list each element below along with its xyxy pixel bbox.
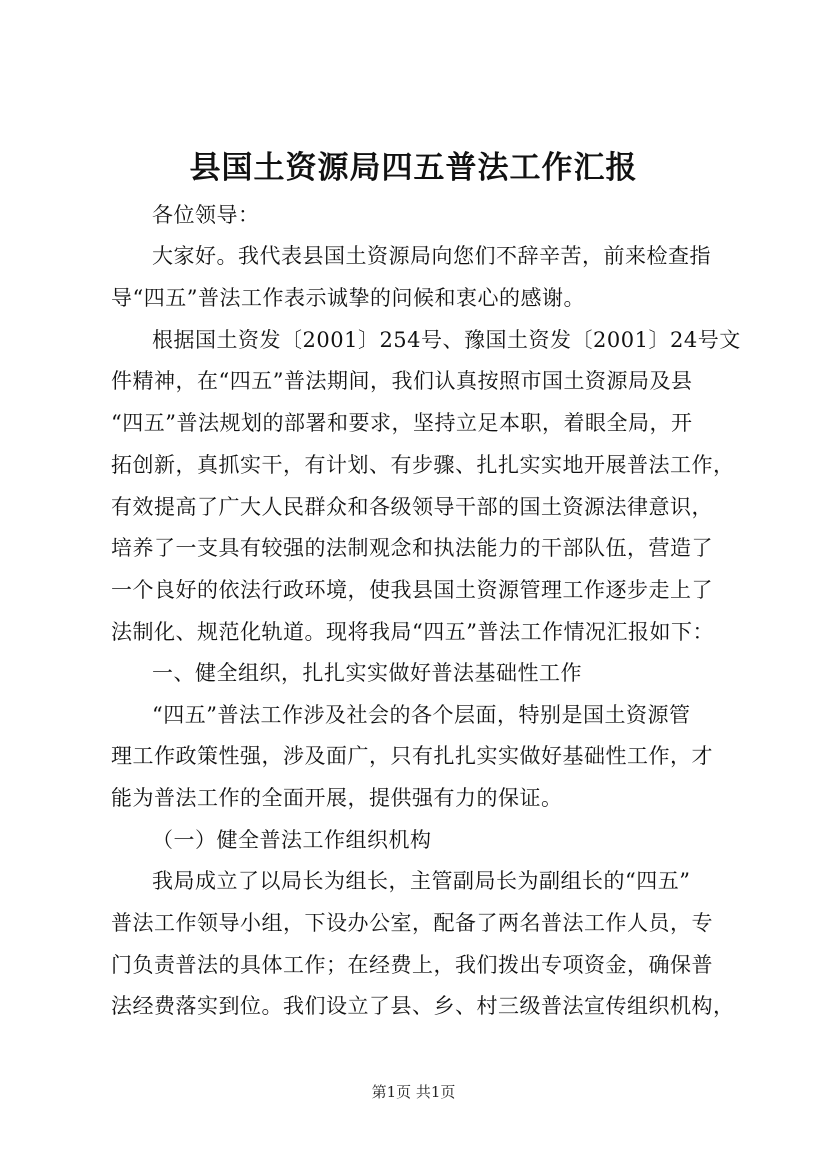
page-footer: 第1页 共1页 xyxy=(371,1083,456,1101)
paragraph-line: 能为普法工作的全面开展，提供强有力的保证。 xyxy=(111,786,563,810)
paragraph-line: 理工作政策性强，涉及面广，只有扎扎实实做好基础性工作，才 xyxy=(111,744,713,768)
paragraph-line: 我局成立了以局长为组长，主管副局长为副组长的“四五” xyxy=(152,869,691,893)
paragraph-line: 件精神，在“四五”普法期间，我们认真按照市国土资源局及县 xyxy=(111,369,693,393)
paragraph-line: 有效提高了广大人民群众和各级领导干部的国土资源法律意识， xyxy=(111,495,713,519)
section-heading: 一、健全组织，扎扎实实做好普法基础性工作 xyxy=(152,661,582,685)
paragraph-line: “四五”普法规划的部署和要求，坚持立足本职，着眼全局，开 xyxy=(111,411,693,435)
document-title: 县国土资源局四五普法工作汇报 xyxy=(189,150,638,186)
paragraph-line: 大家好。我代表县国土资源局向您们不辞辛苦，前来检查指 xyxy=(152,244,711,268)
paragraph-line: 门负责普法的具体工作；在经费上，我们拨出专项资金，确保普 xyxy=(111,953,713,977)
paragraph-line: 法制化、规范化轨道。现将我局“四五”普法工作情况汇报如下： xyxy=(111,620,714,644)
paragraph-line: 培养了一支具有较强的法制观念和执法能力的干部队伍，营造了 xyxy=(111,536,713,560)
paragraph-line: 根据国土资发〔2001〕254号、豫国土资发〔2001〕24号文 xyxy=(152,328,741,352)
paragraph-line: 法经费落实到位。我们设立了县、乡、村三级普法宣传组织机构， xyxy=(111,994,735,1018)
subsection-heading: （一）健全普法工作组织机构 xyxy=(152,828,432,852)
paragraph-line: 普法工作领导小组，下设办公室，配备了两名普法工作人员，专 xyxy=(111,911,713,935)
paragraph-line: “四五”普法工作涉及社会的各个层面，特别是国土资源管 xyxy=(152,703,691,727)
paragraph-line: 一个良好的依法行政环境，使我县国土资源管理工作逐步走上了 xyxy=(111,578,713,602)
paragraph-line: 拓创新，真抓实干，有计划、有步骤、扎扎实实地开展普法工作， xyxy=(111,453,735,477)
paragraph-line: 导“四五”普法工作表示诚挚的问候和衷心的感谢。 xyxy=(111,286,585,310)
salutation: 各位领导： xyxy=(152,203,260,227)
